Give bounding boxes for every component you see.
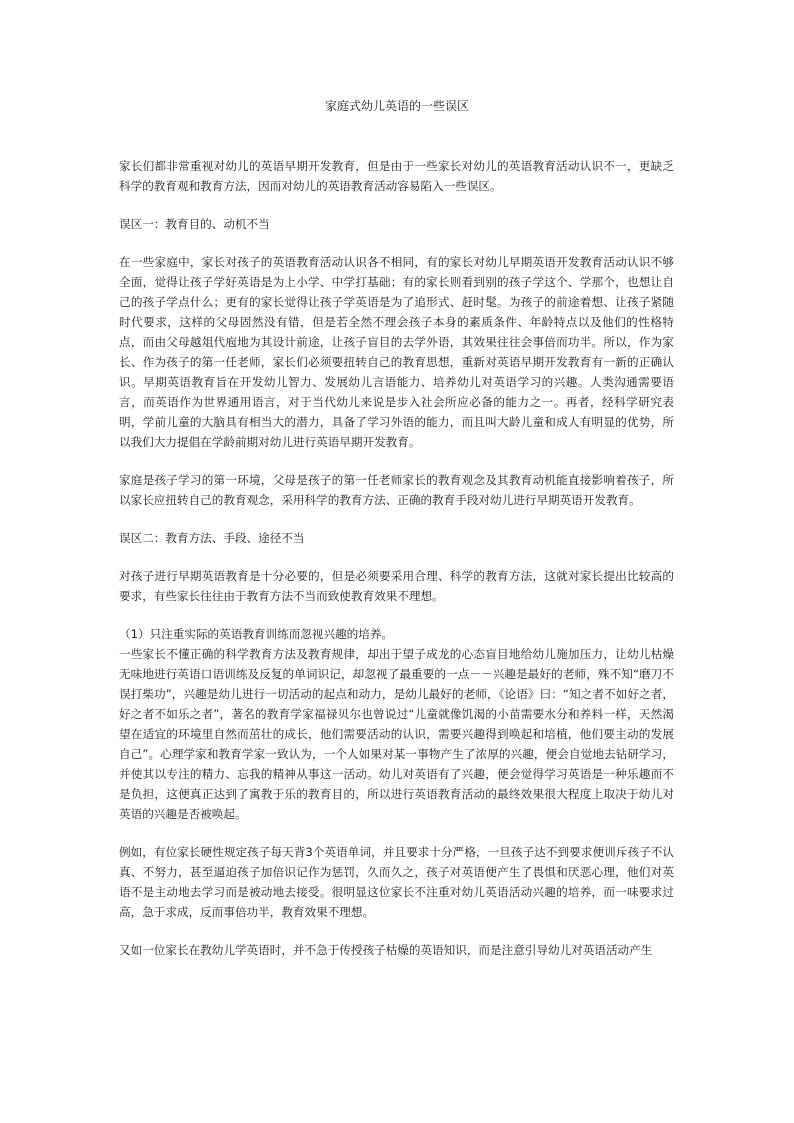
paragraph: 又如一位家长在教幼儿学英语时，并不急于传授孩子枯燥的英语知识，而是注意引导幼儿对英语活动产生 bbox=[119, 943, 653, 957]
section-heading-1: 误区一：教育目的、动机不当 bbox=[119, 217, 270, 231]
section-heading-2: 误区二：教育方法、手段、途径不当 bbox=[119, 531, 305, 545]
paragraph: 对孩子进行早期英语教育是十分必要的，但是必须要采用合理、科学的教育方法，这就对家长提出比较高的要求，有些家长往往由于教育方法不当而致使教育效果不理想。 bbox=[119, 569, 674, 603]
paragraph: 家庭是孩子学习的第一环境，父母是孩子的第一任老师家长的教育观念及其教育动机能直接影响着孩子，所以家长应扭转自己的教育观念，采用科学的教育方法、正确的教育手段对幼儿进行早期英语开发教育。 bbox=[119, 473, 674, 507]
paragraph: 例如，有位家长硬性规定孩子每天背3个英语单词，并且要求十分严格，一旦孩子达不到要求便训斥孩子不认真、不努力，甚至逼迫孩子加倍识记作为惩罚，久而久之，孩子对英语便产生了畏惧和厌恶心理，他们对英语不是主动地去学习而是被动地去接受。很明显这位家长不注重对幼儿英语活动兴趣的培养，而一味要求过高，急于求成，反而事倍功半，教育效果不理想。 bbox=[119, 845, 674, 919]
paragraph: 在一些家庭中，家长对孩子的英语教育活动认识各不相同，有的家长对幼儿早期英语开发教育活动认识不够全面，觉得让孩子学好英语是为上小学、中学打基础；有的家长则看到别的孩子学这个、学那个，也想让自己的孩子学点什么；更有的家长觉得让孩子学英语是为了追形式、赶时髦。为孩子的前途着想、让孩子紧随时代要求，这样的父母固然没有错，但是若全然不理会孩子本身的素质条件、年龄特点以及他们的性格特点，而由父母越俎代庖地为其设计前途，让孩子盲目的去学外语，其效果往往会事倍而功半。所以，作为家长、作为孩子的第一任老师，家长们必须要扭转自己的教育思想，重新对英语早期开发教育有一新的正确认识。早期英语教育旨在开发幼儿智力、发展幼儿言语能力、培养幼儿对英语学习的兴趣。人类沟通需要语言，而英语作为世界通用语言，对于当代幼儿来说是步入社会所应必备的能力之一。再者，经科学研究表明，学前儿童的大脑具有相当大的潜力，具备了学习外语的能力，而且叫大龄儿童和成人有明显的优势，所以我们大力提倡在学龄前期对幼儿进行英语早期开发教育。 bbox=[119, 255, 674, 449]
document-title: 家庭式幼儿英语的一些误区 bbox=[324, 99, 469, 113]
paragraph: （1）只注重实际的英语教育训练而忽视兴趣的培养。 一些家长不懂正确的科学教育方法及教育规律，却出于望子成龙的心态盲目地给幼儿施加压力，让幼儿枯燥无味地进行英语口语训练及反复的单词识记，却忽视了最重要的一点－－兴趣是最好的老师，殊不知“磨刀不误打柴功”，兴趣是幼儿进行一切活动的起点和动力，是幼儿最好的老师，《论语》曰：“知之者不如好之者，好之者不如乐之者”，著名的教育学家福禄贝尔也曾说过“儿童就像饥渴的小苗需要水分和养料一样，天然渴望在适宜的环境里自然而茁壮的成长，他们需要活动的认识，需要兴趣得到唤起和培植，他们要主动的发展自己”。心理学家和教育学家一致认为，一个人如果对某一事物产生了浓厚的兴趣，便会自觉地去钻研学习，并使其以专注的精力、忘我的精神从事这一活动。幼儿对英语有了兴趣，便会觉得学习英语是一种乐趣而不是负担，这便真正达到了寓教于乐的教育目的，所以进行英语教育活动的最终效果很大程度上取决于幼儿对英语的兴趣是否被唤起。 bbox=[119, 627, 674, 821]
document-body bbox=[119, 156, 674, 960]
intro-paragraph: 家长们都非常重视对幼儿的英语早期开发教育，但是由于一些家长对幼儿的英语教育活动认识不一，更缺乏科学的教育观和教育方法，因而对幼儿的英语教育活动容易陷入一些误区。 bbox=[119, 159, 674, 193]
